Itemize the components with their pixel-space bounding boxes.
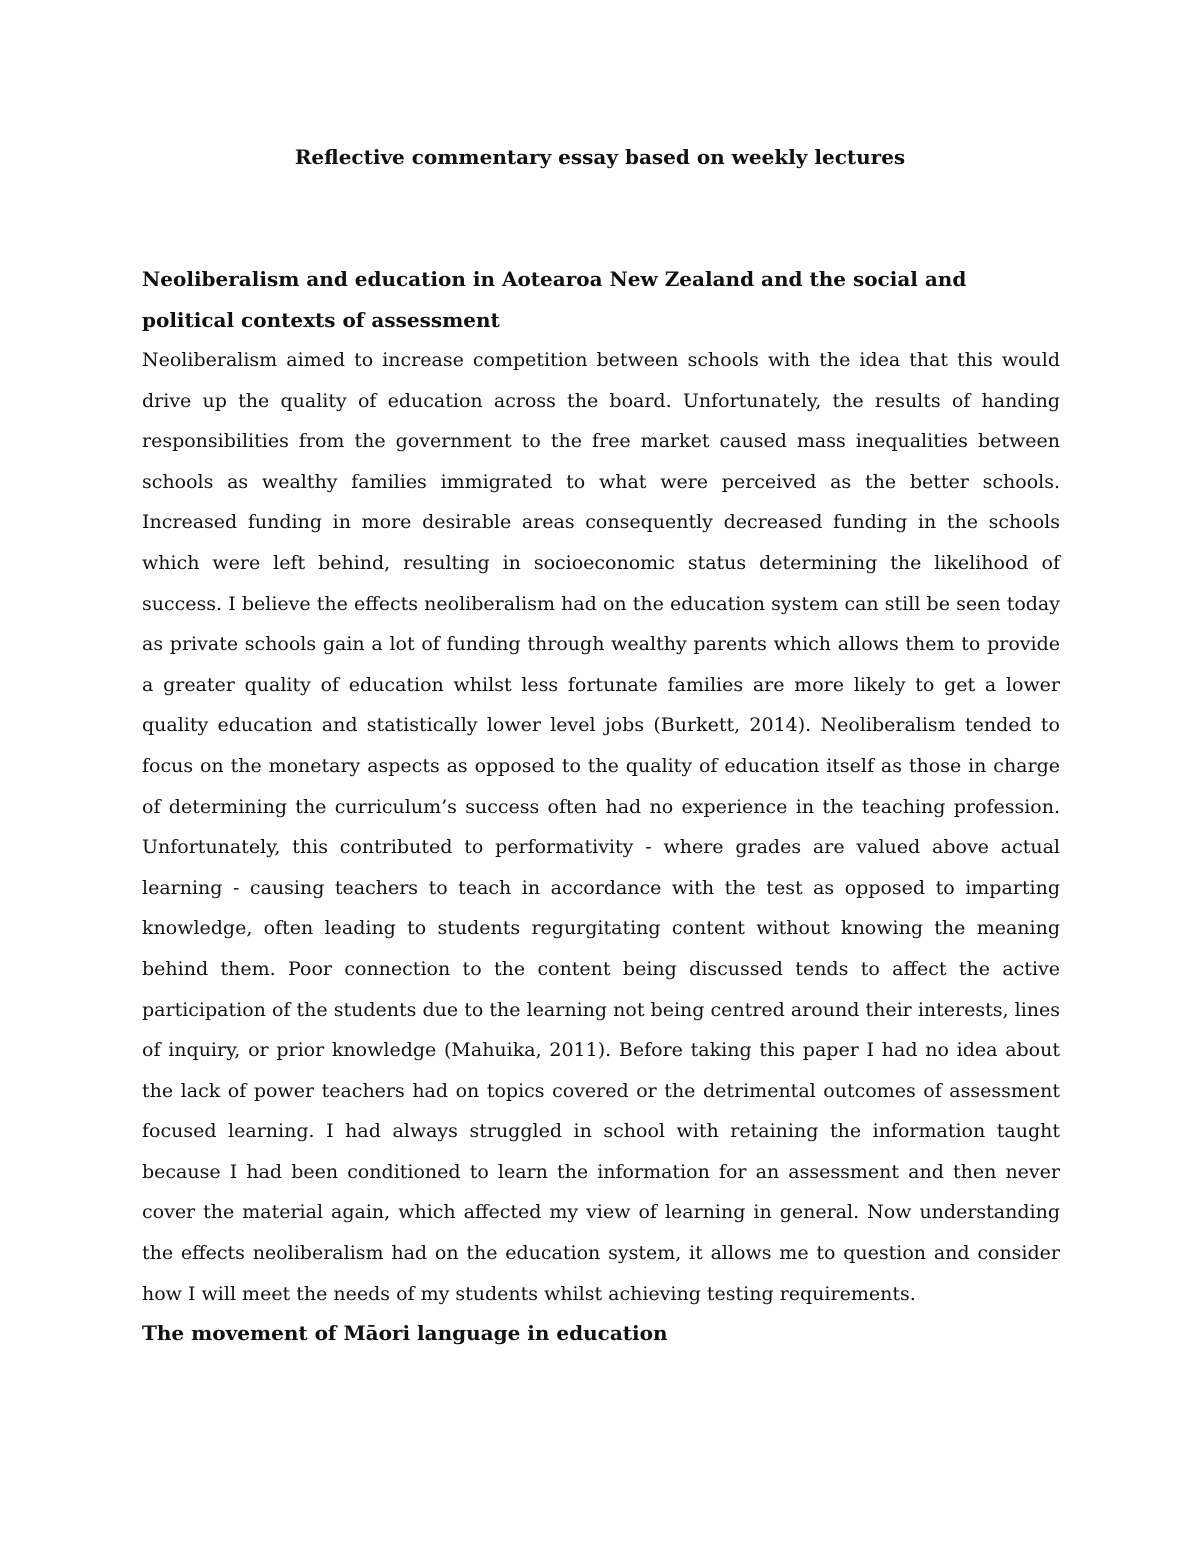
section-heading-maori-language: The movement of Māori language in education [142,1321,668,1345]
section-heading-neoliberalism: Neoliberalism and education in Aotearoa New Zealand and the social and political contexts of assessment [142,267,967,332]
document-title: Reflective commentary essay based on weekly lectures [294,145,906,169]
section-body-neoliberalism: Neoliberalism aimed to increase competition between schools with the idea that this would drive up the quality of education across the board. Unfortunately, the results of handing responsibilities from the government to the free market caused mass inequalities between schools as wealthy families immigrated to what were perceived as the better schools. Increased funding in more desirable areas consequently decreased funding in the schools which were left behind, resulting in socioeconomic status determining the likelihood of success. I believe the effects neoliberalism had on the education system can still be seen today as private schools gain a lot of funding through wealthy parents which allows them to provide a greater quality of education whilst less fortunate families are more likely to get a lower quality education and statistically lower level jobs (Burkett, 2014). Neoliberalism tended to focus on the monetary aspects as opposed to the quality of education itself as those in charge of determining the curriculum’s success often had no experience in the teaching profession. Unfortunately, this contributed to performativity - where grades are valued above actual learning - causing teachers to teach in accordance with the test as opposed to imparting knowledge, often leading to students regurgitating content without knowing the meaning behind them. Poor connection to the content being discussed tends to affect the active participation of the students due to the learning not being centred around their interests, lines of inquiry, or prior knowledge (Mahuika, 2011). Before taking this paper I had no idea about the lack of power teachers had on topics covered or the detrimental outcomes of assessment focused learning. I had always struggled in school with retaining the information taught because I had been conditioned to learn the information for an assessment and then never cover the material again, which affected my view of learning in general. Now understanding the effects neoliberalism had on the education system, it allows me to question and consider how I will meet the needs of my students whilst achieving testing requirements. [142,349,1060,1305]
